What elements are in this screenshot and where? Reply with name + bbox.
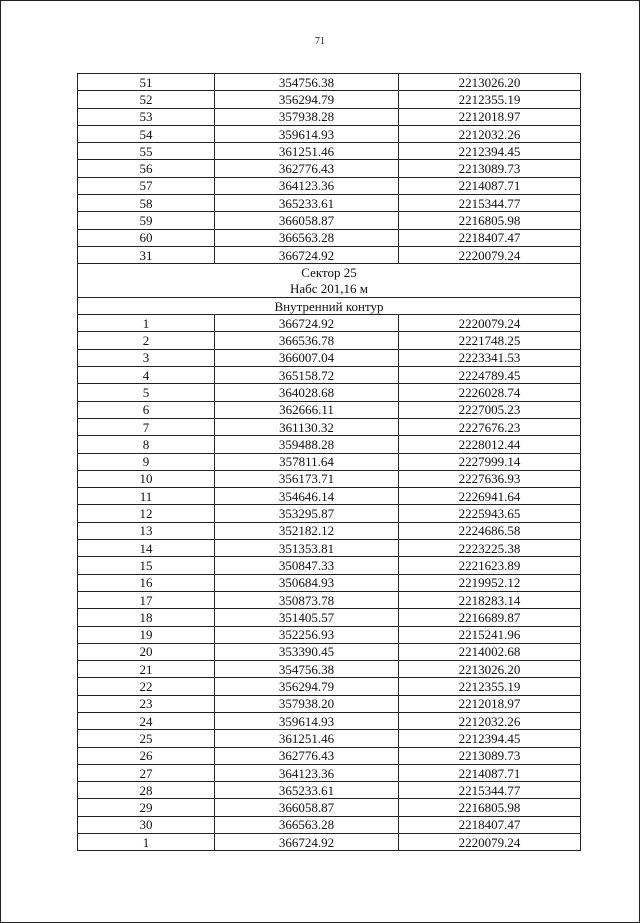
x-coordinate: 356294.79 bbox=[215, 91, 399, 108]
y-coordinate: 2212355.19 bbox=[399, 91, 581, 108]
x-coordinate: 365233.61 bbox=[215, 782, 399, 799]
point-number: 58 bbox=[78, 195, 215, 212]
y-coordinate: 2227636.93 bbox=[399, 470, 581, 487]
sector-height-row bbox=[78, 281, 581, 298]
point-number: 53 bbox=[78, 108, 215, 125]
y-coordinate: 2221623.89 bbox=[399, 557, 581, 574]
point-number: 13 bbox=[78, 522, 215, 539]
y-coordinate: 2226028.74 bbox=[399, 384, 581, 401]
x-coordinate: 361251.46 bbox=[215, 730, 399, 747]
table-row bbox=[78, 108, 581, 125]
y-coordinate: 2214087.71 bbox=[399, 177, 581, 194]
point-number: 28 bbox=[78, 782, 215, 799]
table-row bbox=[78, 574, 581, 591]
sector-title-row bbox=[78, 264, 581, 281]
point-number: 26 bbox=[78, 747, 215, 764]
y-coordinate: 2212394.45 bbox=[399, 143, 581, 160]
point-number: 29 bbox=[78, 799, 215, 816]
y-coordinate: 2220079.24 bbox=[399, 315, 581, 332]
y-coordinate: 2215344.77 bbox=[399, 782, 581, 799]
point-number: 23 bbox=[78, 695, 215, 712]
point-number: 25 bbox=[78, 730, 215, 747]
x-coordinate: 365158.72 bbox=[215, 367, 399, 384]
point-number: 5 bbox=[78, 384, 215, 401]
y-coordinate: 2218407.47 bbox=[399, 229, 581, 246]
table-row bbox=[78, 488, 581, 505]
x-coordinate: 352182.12 bbox=[215, 522, 399, 539]
x-coordinate: 359614.93 bbox=[215, 125, 399, 142]
x-coordinate: 366724.92 bbox=[215, 246, 399, 263]
y-coordinate: 2224686.58 bbox=[399, 522, 581, 539]
point-number: 52 bbox=[78, 91, 215, 108]
x-coordinate: 353390.45 bbox=[215, 643, 399, 660]
x-coordinate: 357938.28 bbox=[215, 108, 399, 125]
x-coordinate: 357811.64 bbox=[215, 453, 399, 470]
y-coordinate: 2215344.77 bbox=[399, 195, 581, 212]
y-coordinate: 2214087.71 bbox=[399, 764, 581, 781]
x-coordinate: 364123.36 bbox=[215, 764, 399, 781]
sector-height: Набс 201,16 м bbox=[78, 281, 581, 298]
coordinates-table bbox=[77, 73, 581, 851]
table-row bbox=[78, 453, 581, 470]
table-row bbox=[78, 212, 581, 229]
contour-label: Внутренний контур bbox=[78, 297, 581, 314]
y-coordinate: 2215241.96 bbox=[399, 626, 581, 643]
x-coordinate: 351353.81 bbox=[215, 540, 399, 557]
x-coordinate: 354756.38 bbox=[215, 74, 399, 91]
table-row bbox=[78, 764, 581, 781]
point-number: 24 bbox=[78, 712, 215, 729]
table-row bbox=[78, 384, 581, 401]
x-coordinate: 350684.93 bbox=[215, 574, 399, 591]
point-number: 1 bbox=[78, 834, 215, 851]
x-coordinate: 351405.57 bbox=[215, 609, 399, 626]
point-number: 15 bbox=[78, 557, 215, 574]
table-row bbox=[78, 816, 581, 833]
y-coordinate: 2221748.25 bbox=[399, 332, 581, 349]
x-coordinate: 361251.46 bbox=[215, 143, 399, 160]
table-row bbox=[78, 349, 581, 366]
sector-title: Сектор 25 bbox=[78, 264, 581, 281]
y-coordinate: 2214002.68 bbox=[399, 643, 581, 660]
y-coordinate: 2213089.73 bbox=[399, 160, 581, 177]
y-coordinate: 2216805.98 bbox=[399, 799, 581, 816]
y-coordinate: 2218407.47 bbox=[399, 816, 581, 833]
x-coordinate: 359488.28 bbox=[215, 436, 399, 453]
point-number: 57 bbox=[78, 177, 215, 194]
point-number: 22 bbox=[78, 678, 215, 695]
x-coordinate: 350847.33 bbox=[215, 557, 399, 574]
table-row bbox=[78, 246, 581, 263]
y-coordinate: 2212018.97 bbox=[399, 108, 581, 125]
point-number: 16 bbox=[78, 574, 215, 591]
y-coordinate: 2216805.98 bbox=[399, 212, 581, 229]
x-coordinate: 352256.93 bbox=[215, 626, 399, 643]
y-coordinate: 2219952.12 bbox=[399, 574, 581, 591]
table-row bbox=[78, 401, 581, 418]
rows-before-section bbox=[78, 74, 581, 264]
table-row bbox=[78, 712, 581, 729]
table-row bbox=[78, 177, 581, 194]
table-row bbox=[78, 609, 581, 626]
point-number: 11 bbox=[78, 488, 215, 505]
y-coordinate: 2218283.14 bbox=[399, 591, 581, 608]
y-coordinate: 2213026.20 bbox=[399, 661, 581, 678]
x-coordinate: 350873.78 bbox=[215, 591, 399, 608]
page-number: 71 bbox=[315, 36, 325, 47]
point-number: 21 bbox=[78, 661, 215, 678]
y-coordinate: 2216689.87 bbox=[399, 609, 581, 626]
x-coordinate: 359614.93 bbox=[215, 712, 399, 729]
x-coordinate: 366563.28 bbox=[215, 816, 399, 833]
y-coordinate: 2223225.38 bbox=[399, 540, 581, 557]
table-row bbox=[78, 661, 581, 678]
table-row bbox=[78, 505, 581, 522]
x-coordinate: 366058.87 bbox=[215, 799, 399, 816]
table-row bbox=[78, 125, 581, 142]
y-coordinate: 2220079.24 bbox=[399, 246, 581, 263]
point-number: 12 bbox=[78, 505, 215, 522]
table-row bbox=[78, 730, 581, 747]
x-coordinate: 364123.36 bbox=[215, 177, 399, 194]
point-number: 17 bbox=[78, 591, 215, 608]
point-number: 31 bbox=[78, 246, 215, 263]
point-number: 4 bbox=[78, 367, 215, 384]
table-row bbox=[78, 74, 581, 91]
point-number: 2 bbox=[78, 332, 215, 349]
y-coordinate: 2212355.19 bbox=[399, 678, 581, 695]
table-row bbox=[78, 678, 581, 695]
x-coordinate: 366724.92 bbox=[215, 315, 399, 332]
y-coordinate: 2227676.23 bbox=[399, 418, 581, 435]
table-row bbox=[78, 143, 581, 160]
x-coordinate: 353295.87 bbox=[215, 505, 399, 522]
table-row bbox=[78, 591, 581, 608]
table-row bbox=[78, 91, 581, 108]
rows-after-section bbox=[78, 315, 581, 851]
y-coordinate: 2212394.45 bbox=[399, 730, 581, 747]
point-number: 60 bbox=[78, 229, 215, 246]
table-row bbox=[78, 436, 581, 453]
x-coordinate: 366058.87 bbox=[215, 212, 399, 229]
y-coordinate: 2227999.14 bbox=[399, 453, 581, 470]
table-row bbox=[78, 782, 581, 799]
table-row bbox=[78, 747, 581, 764]
x-coordinate: 362666.11 bbox=[215, 401, 399, 418]
y-coordinate: 2213026.20 bbox=[399, 74, 581, 91]
contour-row bbox=[78, 297, 581, 314]
x-coordinate: 366536.78 bbox=[215, 332, 399, 349]
point-number: 51 bbox=[78, 74, 215, 91]
x-coordinate: 361130.32 bbox=[215, 418, 399, 435]
x-coordinate: 357938.20 bbox=[215, 695, 399, 712]
y-coordinate: 2212032.26 bbox=[399, 712, 581, 729]
table-row bbox=[78, 626, 581, 643]
table-row bbox=[78, 557, 581, 574]
y-coordinate: 2223341.53 bbox=[399, 349, 581, 366]
table-row bbox=[78, 799, 581, 816]
x-coordinate: 354756.38 bbox=[215, 661, 399, 678]
x-coordinate: 356294.79 bbox=[215, 678, 399, 695]
point-number: 7 bbox=[78, 418, 215, 435]
y-coordinate: 2213089.73 bbox=[399, 747, 581, 764]
point-number: 1 bbox=[78, 315, 215, 332]
point-number: 14 bbox=[78, 540, 215, 557]
point-number: 9 bbox=[78, 453, 215, 470]
y-coordinate: 2226941.64 bbox=[399, 488, 581, 505]
x-coordinate: 365233.61 bbox=[215, 195, 399, 212]
y-coordinate: 2228012.44 bbox=[399, 436, 581, 453]
sector-header bbox=[78, 264, 581, 315]
table-row bbox=[78, 418, 581, 435]
table-row bbox=[78, 315, 581, 332]
table-row bbox=[78, 834, 581, 851]
point-number: 10 bbox=[78, 470, 215, 487]
x-coordinate: 362776.43 bbox=[215, 747, 399, 764]
point-number: 56 bbox=[78, 160, 215, 177]
x-coordinate: 356173.71 bbox=[215, 470, 399, 487]
x-coordinate: 354646.14 bbox=[215, 488, 399, 505]
table-row bbox=[78, 332, 581, 349]
point-number: 30 bbox=[78, 816, 215, 833]
point-number: 54 bbox=[78, 125, 215, 142]
table-row bbox=[78, 195, 581, 212]
y-coordinate: 2224789.45 bbox=[399, 367, 581, 384]
table-row bbox=[78, 470, 581, 487]
table-row bbox=[78, 695, 581, 712]
y-coordinate: 2225943.65 bbox=[399, 505, 581, 522]
point-number: 18 bbox=[78, 609, 215, 626]
x-coordinate: 364028.68 bbox=[215, 384, 399, 401]
table-row bbox=[78, 229, 581, 246]
y-coordinate: 2212032.26 bbox=[399, 125, 581, 142]
point-number: 6 bbox=[78, 401, 215, 418]
point-number: 3 bbox=[78, 349, 215, 366]
table-row bbox=[78, 643, 581, 660]
point-number: 55 bbox=[78, 143, 215, 160]
point-number: 19 bbox=[78, 626, 215, 643]
y-coordinate: 2220079.24 bbox=[399, 834, 581, 851]
y-coordinate: 2227005.23 bbox=[399, 401, 581, 418]
table-row bbox=[78, 160, 581, 177]
point-number: 59 bbox=[78, 212, 215, 229]
x-coordinate: 362776.43 bbox=[215, 160, 399, 177]
table-row bbox=[78, 367, 581, 384]
point-number: 8 bbox=[78, 436, 215, 453]
x-coordinate: 366724.92 bbox=[215, 834, 399, 851]
y-coordinate: 2212018.97 bbox=[399, 695, 581, 712]
x-coordinate: 366563.28 bbox=[215, 229, 399, 246]
x-coordinate: 366007.04 bbox=[215, 349, 399, 366]
point-number: 20 bbox=[78, 643, 215, 660]
table-row bbox=[78, 522, 581, 539]
table-row bbox=[78, 540, 581, 557]
point-number: 27 bbox=[78, 764, 215, 781]
